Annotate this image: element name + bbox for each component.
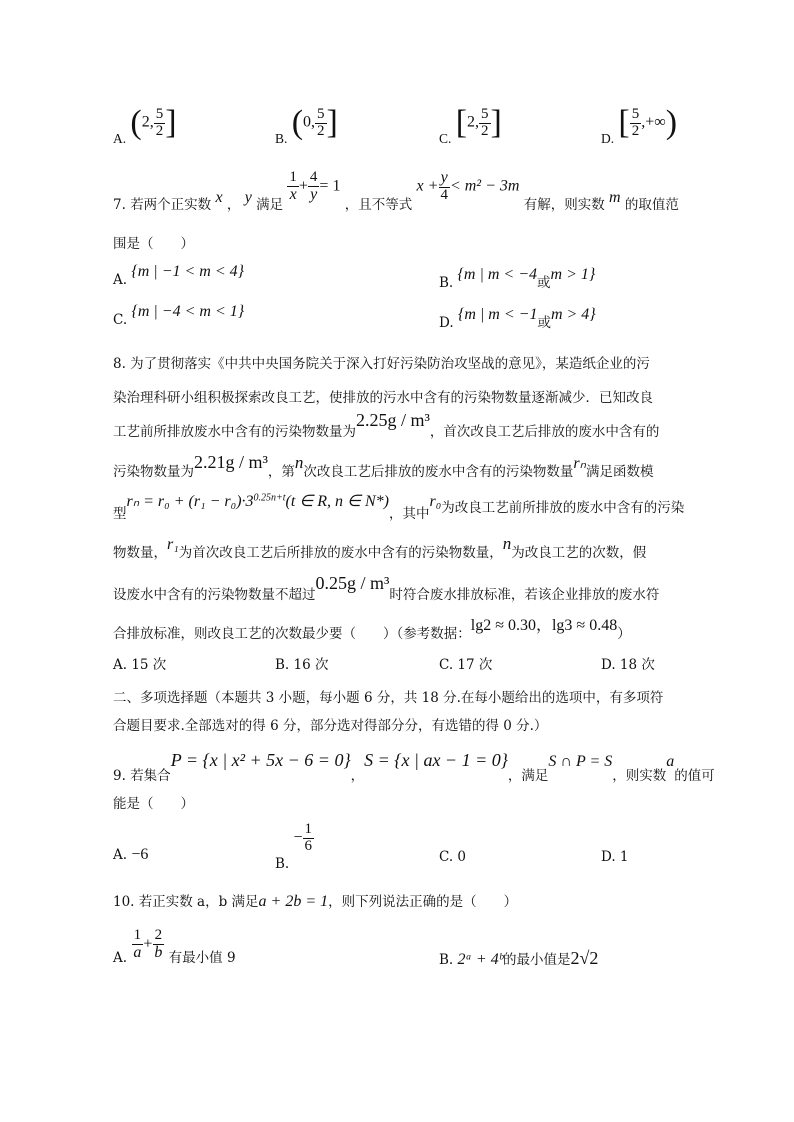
q6-option-d[interactable]: D. [ $\frac{5}{2}$ ,+∞) — [601, 104, 678, 146]
q7-option-c[interactable]: C. {m | −4 < m < 1} — [113, 303, 245, 328]
q9-option-c[interactable]: C. 0 — [439, 849, 467, 865]
q9-option-d[interactable]: D. 1 — [601, 849, 629, 865]
q6-option-a[interactable]: A. (2, $\frac{5}{2}$ ] — [113, 104, 177, 146]
section-2-heading-line-1: 二、多项选择题（本题共 3 小题，每小题 6 分，共 18 分.在每小题给出的选项中，有多项符 — [113, 690, 664, 706]
q9-option-a[interactable]: A. −6 — [113, 846, 149, 863]
q8-line-1: 8. 为了贯彻落实《中共中央国务院关于深入打好污染防治攻坚战的意见》，某造纸企业的污 — [113, 356, 650, 372]
q9-stem: 9. 若集合P = {x | x² + 5x − 6 = 0}，S = {x | ax − 1 = 0}，满足S ∩ P = S，则实数a的值可 — [113, 750, 715, 784]
q8-option-c[interactable]: C. 17 次 — [439, 657, 493, 673]
q9-stem-line2: 能是（ ） — [113, 796, 194, 812]
q8-line-3: 工艺前所排放废水中含有的污染物数量为2.25g / m³，首次改良工艺后排放的废水中含有的 — [113, 410, 660, 440]
q8-line-6: 物数量，r₁为首次改良工艺后所排放的废水中含有的污染物数量，n为改良工艺的次数，假 — [113, 534, 647, 561]
q8-option-b[interactable]: B. 16 次 — [275, 657, 329, 673]
q8-line-5: 型$r_n = r_0 + (r_1 - r_0)\cdot 3^{0.25n+t}(t$ ∈ R, n ∈ N*)，其中r₀为改良工艺前所排放的废水中含有的污染 — [113, 492, 685, 522]
q10-option-a[interactable]: A. $\frac{1}{a}$ + $\frac{2}{b}$ 有最小值 9 — [113, 927, 236, 967]
q8-option-a[interactable]: A. 15 次 — [113, 657, 167, 673]
q8-line-8: 合排放标准，则改良工艺的次数最少要（ ）（参考数据：lg2 ≈ 0.30，lg3 ≈ 0.48） — [113, 617, 631, 642]
q8-line-2: 染治理科研小组积极探索改良工艺，使排放的污水中含有的污染物数量逐渐减少．已知改良 — [113, 390, 653, 406]
q6-option-b[interactable]: B. (0, $\frac{5}{2}$ ] — [275, 104, 338, 146]
section-2-heading-line-2: 合题目要求.全部选对的得 6 分，部分选对得部分分，有选错的得 0 分.） — [113, 718, 548, 734]
q10-stem: 10. 若正实数 a，b 满足a + 2b = 1，则下列说法正确的是（ ） — [113, 893, 518, 910]
q7-stem-line2: 围是（ ） — [113, 236, 194, 252]
q7-stem: 7. 若两个正实数 x ， y 满足 $\frac{1}{x}$ + $\frac{4}{y}$ = 1 ，且不等式 x + $\frac{y}{4}$ < m² − 3m 有解，则实数 m 的取值范 — [113, 169, 679, 214]
q8-option-d[interactable]: D. 18 次 — [601, 657, 655, 673]
q7-option-d[interactable]: D. {m | m < −1或m > 4} — [439, 306, 596, 331]
q7-option-a[interactable]: A. {m | −1 < m < 4} — [113, 263, 245, 288]
q6-option-c[interactable]: C. [2, $\frac{5}{2}$ ] — [439, 104, 502, 146]
q7-option-b[interactable]: B. {m | m < −4或m > 1} — [439, 266, 596, 291]
q8-line-4: 污染物数量为2.21g / m³，第n次改良工艺后排放的废水中含有的污染物数量rₙ满足函数模 — [113, 452, 654, 480]
q9-option-b[interactable]: B. − $\frac{1}{6}$ — [275, 821, 313, 872]
q8-line-7: 设废水中含有的污染物数量不超过0.25g / m³时符合废水排放标准，若该企业排放的废水符 — [113, 573, 660, 603]
q10-option-b[interactable]: B. 2ᵃ + 4ᵇ的最小值是2√2 — [439, 948, 599, 968]
